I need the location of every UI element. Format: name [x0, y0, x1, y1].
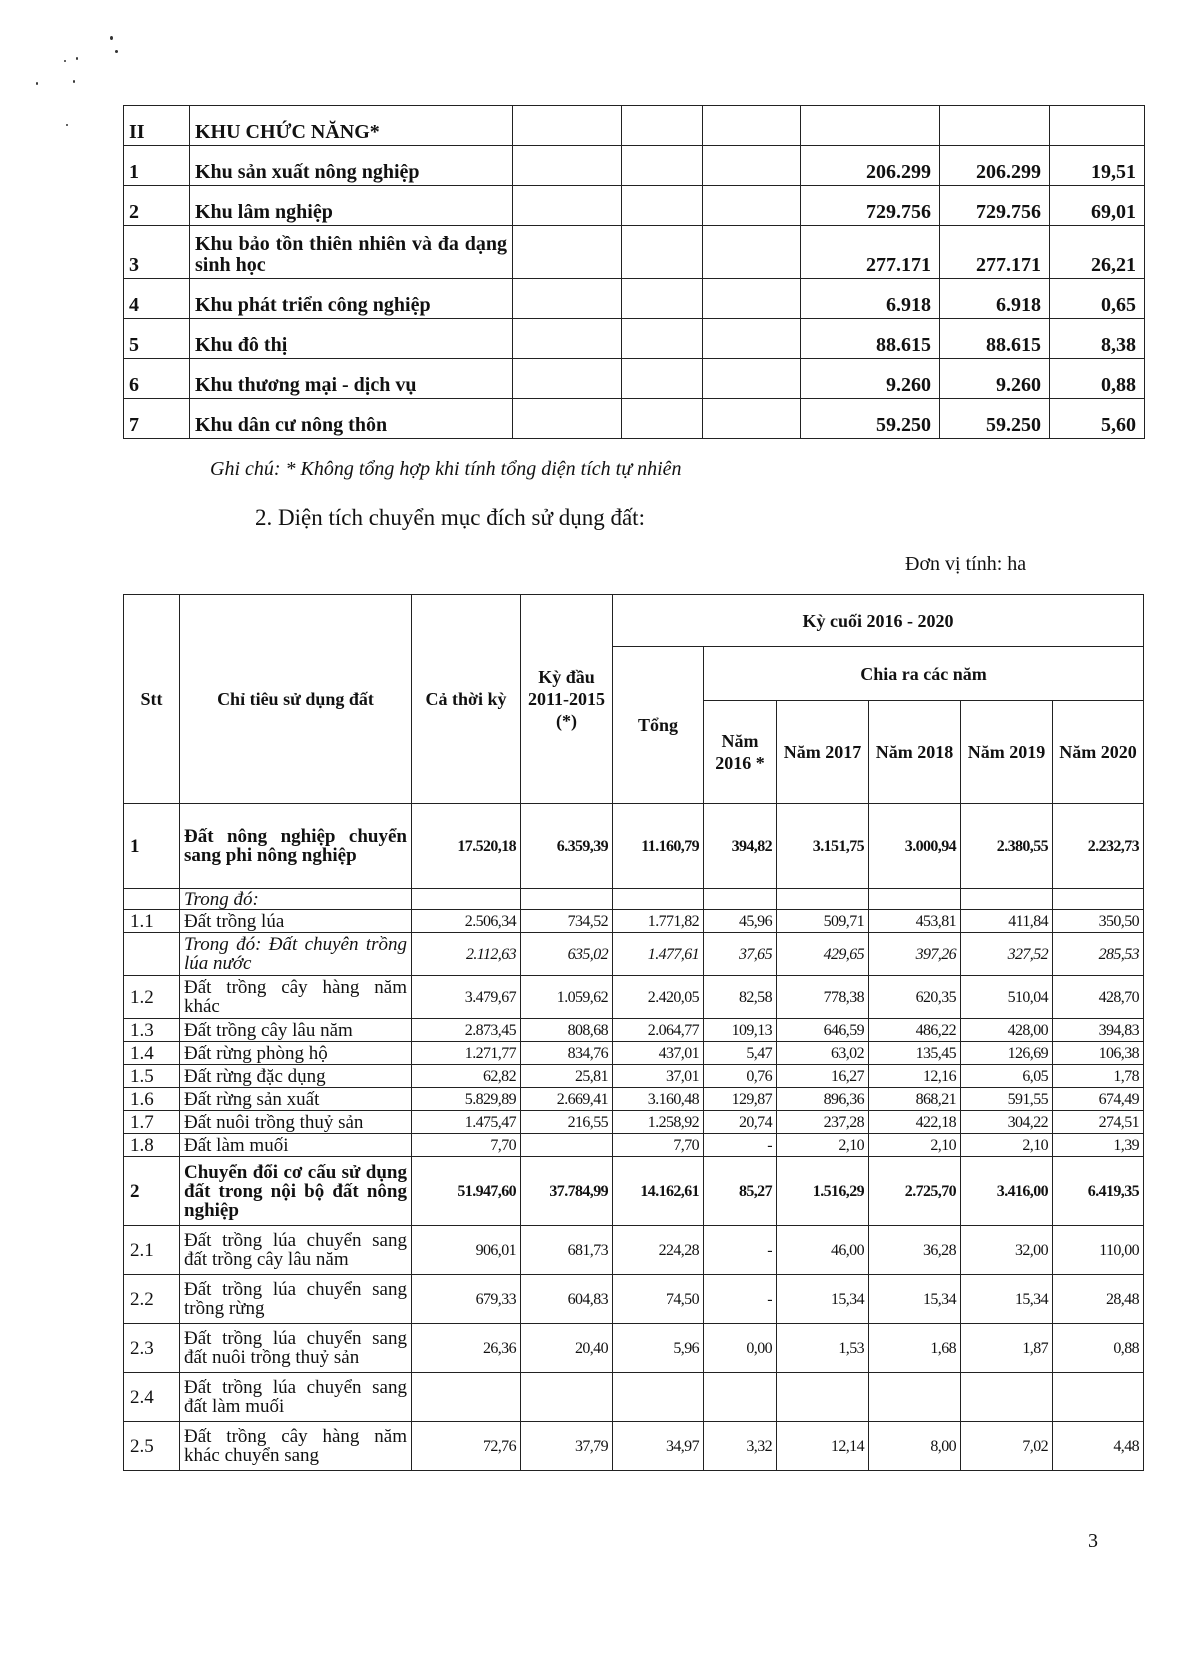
row-value: 6,05 [961, 1065, 1053, 1088]
land-conversion-table [123, 594, 1144, 1471]
row-value: 0,00 [704, 1324, 777, 1373]
row-value: 12,14 [777, 1422, 869, 1471]
row-value: 778,38 [777, 976, 869, 1019]
row-value: 7,70 [613, 1134, 704, 1157]
row-value: 37.784,99 [521, 1157, 613, 1226]
zone-cell-v2 [940, 106, 1050, 146]
header-stt: Stt [124, 595, 180, 804]
row-value [613, 889, 704, 910]
row-value: 2.420,05 [613, 976, 704, 1019]
zone-cell-stt: 7 [124, 399, 190, 439]
row-indicator: Đất làm muối [180, 1134, 412, 1157]
row-value: 72,76 [412, 1422, 521, 1471]
row-value: 2.380,55 [961, 804, 1053, 889]
header-year-2020: Năm 2020 [1053, 701, 1144, 804]
row-value: 604,83 [521, 1275, 613, 1324]
header-indicator: Chỉ tiêu sử dụng đất [180, 595, 412, 804]
row-value: 1,87 [961, 1324, 1053, 1373]
conversion-row [124, 1157, 1144, 1226]
row-value: 3,32 [704, 1422, 777, 1471]
row-value: 510,04 [961, 976, 1053, 1019]
row-value [777, 1373, 869, 1422]
row-value [961, 889, 1053, 910]
row-value: 834,76 [521, 1042, 613, 1065]
row-value: 422,18 [869, 1111, 961, 1134]
zone-cell-name: KHU CHỨC NĂNG* [190, 106, 513, 146]
row-indicator: Đất trồng lúa chuyển sang đất làm muối [180, 1373, 412, 1422]
row-value: 26,36 [412, 1324, 521, 1373]
zone-cell-c3 [703, 106, 801, 146]
zone-cell-c2 [622, 146, 703, 186]
header-total: Tổng [613, 647, 704, 804]
row-value: 1,78 [1053, 1065, 1144, 1088]
row-stt: 1.5 [124, 1065, 180, 1088]
row-value: - [704, 1275, 777, 1324]
zone-cell-pct: 19,51 [1050, 146, 1145, 186]
row-value: 63,02 [777, 1042, 869, 1065]
row-value: 3.160,48 [613, 1088, 704, 1111]
row-value: 15,34 [961, 1275, 1053, 1324]
zone-cell-stt: 4 [124, 279, 190, 319]
header-year-2019: Năm 2019 [961, 701, 1053, 804]
zone-cell-v1: 9.260 [801, 359, 940, 399]
zone-cell-name: Khu lâm nghiệp [190, 186, 513, 226]
row-value: 394,82 [704, 804, 777, 889]
row-value: 1,68 [869, 1324, 961, 1373]
row-value: 1,39 [1053, 1134, 1144, 1157]
zone-row [124, 106, 1145, 146]
row-value: - [704, 1134, 777, 1157]
zone-cell-name: Khu đô thị [190, 319, 513, 359]
scan-artifact [73, 80, 75, 83]
header-year-2018: Năm 2018 [869, 701, 961, 804]
row-stt: 2.1 [124, 1226, 180, 1275]
row-stt: 1.4 [124, 1042, 180, 1065]
row-value: 8,00 [869, 1422, 961, 1471]
row-indicator: Đất nông nghiệp chuyển sang phi nông nghiệp [180, 804, 412, 889]
row-indicator: Đất trồng cây hàng năm khác [180, 976, 412, 1019]
row-value: 28,48 [1053, 1275, 1144, 1324]
row-indicator: Chuyển đổi cơ cấu sử dụng đất trong nội bộ đất nông nghiệp [180, 1157, 412, 1226]
zone-cell-c2 [622, 399, 703, 439]
section-title: 2. Diện tích chuyển mục đích sử dụng đất: [255, 505, 645, 530]
row-value [961, 1373, 1053, 1422]
row-value: 397,26 [869, 933, 961, 976]
zone-cell-v1: 206.299 [801, 146, 940, 186]
row-value [412, 1373, 521, 1422]
row-stt: 1 [124, 804, 180, 889]
row-stt: 1.2 [124, 976, 180, 1019]
zone-cell-v1 [801, 106, 940, 146]
zone-cell-c1 [513, 226, 622, 279]
zone-cell-v2: 729.756 [940, 186, 1050, 226]
row-value: 1.059,62 [521, 976, 613, 1019]
zone-cell-c1 [513, 399, 622, 439]
zone-cell-v1: 59.250 [801, 399, 940, 439]
row-indicator: Trong đó: Đất chuyên trồng lúa nước [180, 933, 412, 976]
row-value: 1.258,92 [613, 1111, 704, 1134]
zone-cell-stt: 3 [124, 226, 190, 279]
unit-label: Đơn vị tính: ha [905, 553, 1027, 575]
zone-row [124, 359, 1145, 399]
row-value: 808,68 [521, 1019, 613, 1042]
row-value: 509,71 [777, 910, 869, 933]
row-value: 36,28 [869, 1226, 961, 1275]
row-value [869, 1373, 961, 1422]
zone-cell-pct: 26,21 [1050, 226, 1145, 279]
zone-cell-name: Khu thương mại - dịch vụ [190, 359, 513, 399]
header-early-period: Kỳ đầu 2011-2015 (*) [521, 595, 613, 804]
row-value [704, 889, 777, 910]
row-value: 285,53 [1053, 933, 1144, 976]
row-indicator: Đất trồng lúa [180, 910, 412, 933]
zone-cell-c1 [513, 359, 622, 399]
row-value: 106,38 [1053, 1042, 1144, 1065]
zone-cell-v2: 88.615 [940, 319, 1050, 359]
conversion-row [124, 1226, 1144, 1275]
row-value: 25,81 [521, 1065, 613, 1088]
scan-artifact [110, 36, 113, 40]
row-value: 4,48 [1053, 1422, 1144, 1471]
row-value: 6.419,35 [1053, 1157, 1144, 1226]
row-indicator: Đất trồng lúa chuyển sang trồng rừng [180, 1275, 412, 1324]
row-value: 394,83 [1053, 1019, 1144, 1042]
row-indicator: Đất trồng lúa chuyển sang đất nuôi trồng thuỷ sản [180, 1324, 412, 1373]
zone-cell-c3 [703, 226, 801, 279]
row-value: 2,10 [961, 1134, 1053, 1157]
row-value: 224,28 [613, 1226, 704, 1275]
row-value: 2.064,77 [613, 1019, 704, 1042]
row-value [613, 1373, 704, 1422]
table-note: Ghi chú: * Không tổng hợp khi tính tổng diện tích tự nhiên [210, 458, 682, 480]
row-value: 429,65 [777, 933, 869, 976]
row-value: 135,45 [869, 1042, 961, 1065]
row-value: 2.232,73 [1053, 804, 1144, 889]
row-indicator: Trong đó: [180, 889, 412, 910]
conversion-row [124, 1324, 1144, 1373]
row-indicator: Đất trồng cây lâu năm [180, 1019, 412, 1042]
row-value: 734,52 [521, 910, 613, 933]
zone-cell-v2: 9.260 [940, 359, 1050, 399]
zone-cell-c1 [513, 186, 622, 226]
row-value: 2,10 [777, 1134, 869, 1157]
row-value: 437,01 [613, 1042, 704, 1065]
zone-cell-c3 [703, 279, 801, 319]
conversion-row [124, 933, 1144, 976]
row-value: 237,28 [777, 1111, 869, 1134]
functional-zones-table [123, 105, 1145, 439]
zone-cell-c1 [513, 279, 622, 319]
row-value: 37,01 [613, 1065, 704, 1088]
header-late-period: Kỳ cuối 2016 - 2020 [613, 595, 1144, 647]
zone-cell-c3 [703, 146, 801, 186]
row-value: 1.477,61 [613, 933, 704, 976]
zone-cell-c2 [622, 186, 703, 226]
zone-cell-c3 [703, 319, 801, 359]
conversion-row [124, 1275, 1144, 1324]
row-indicator: Đất trồng lúa chuyển sang đất trồng cây lâu năm [180, 1226, 412, 1275]
zone-row [124, 146, 1145, 186]
row-value: 109,13 [704, 1019, 777, 1042]
row-value [521, 889, 613, 910]
row-value: 110,00 [1053, 1226, 1144, 1275]
row-value: 5,96 [613, 1324, 704, 1373]
row-value: 12,16 [869, 1065, 961, 1088]
row-value: 411,84 [961, 910, 1053, 933]
row-value: 3.479,67 [412, 976, 521, 1019]
row-value: 7,70 [412, 1134, 521, 1157]
row-value: 896,36 [777, 1088, 869, 1111]
row-value: 46,00 [777, 1226, 869, 1275]
row-stt [124, 889, 180, 910]
row-value: 3.151,75 [777, 804, 869, 889]
row-value: 37,79 [521, 1422, 613, 1471]
row-value: 32,00 [961, 1226, 1053, 1275]
row-stt: 1.8 [124, 1134, 180, 1157]
row-value: 1.516,29 [777, 1157, 869, 1226]
row-stt: 2.3 [124, 1324, 180, 1373]
row-stt: 2.4 [124, 1373, 180, 1422]
zone-cell-pct: 0,88 [1050, 359, 1145, 399]
scan-artifact [64, 60, 66, 62]
scan-artifact [36, 82, 38, 85]
row-value: 62,82 [412, 1065, 521, 1088]
row-value: - [704, 1226, 777, 1275]
zone-cell-v1: 729.756 [801, 186, 940, 226]
row-indicator: Đất rừng sản xuất [180, 1088, 412, 1111]
row-value: 85,27 [704, 1157, 777, 1226]
row-value [777, 889, 869, 910]
scan-artifact [66, 124, 68, 126]
zone-cell-stt: 1 [124, 146, 190, 186]
row-value: 1.771,82 [613, 910, 704, 933]
zone-row [124, 226, 1145, 279]
row-value: 274,51 [1053, 1111, 1144, 1134]
row-stt: 2.2 [124, 1275, 180, 1324]
row-indicator: Đất rừng phòng hộ [180, 1042, 412, 1065]
row-value: 2.506,34 [412, 910, 521, 933]
zone-row [124, 399, 1145, 439]
zone-cell-c1 [513, 106, 622, 146]
zone-cell-v1: 277.171 [801, 226, 940, 279]
row-indicator: Đất rừng đặc dụng [180, 1065, 412, 1088]
header-by-year: Chia ra các năm [704, 647, 1144, 701]
row-value: 74,50 [613, 1275, 704, 1324]
row-value: 82,58 [704, 976, 777, 1019]
row-stt: 2 [124, 1157, 180, 1226]
row-value: 14.162,61 [613, 1157, 704, 1226]
header-year-2017: Năm 2017 [777, 701, 869, 804]
zone-cell-pct: 8,38 [1050, 319, 1145, 359]
row-stt: 1.6 [124, 1088, 180, 1111]
row-value: 16,27 [777, 1065, 869, 1088]
row-value: 1.475,47 [412, 1111, 521, 1134]
conversion-row [124, 804, 1144, 889]
row-value: 2,10 [869, 1134, 961, 1157]
row-value [869, 889, 961, 910]
row-value: 679,33 [412, 1275, 521, 1324]
row-value: 428,00 [961, 1019, 1053, 1042]
row-value: 45,96 [704, 910, 777, 933]
conversion-row [124, 1065, 1144, 1088]
zone-cell-name: Khu dân cư nông thôn [190, 399, 513, 439]
zone-cell-stt: 2 [124, 186, 190, 226]
row-value: 304,22 [961, 1111, 1053, 1134]
row-value: 37,65 [704, 933, 777, 976]
zone-cell-c2 [622, 279, 703, 319]
zone-row [124, 186, 1145, 226]
row-value: 868,21 [869, 1088, 961, 1111]
row-value: 2.112,63 [412, 933, 521, 976]
row-value: 1,53 [777, 1324, 869, 1373]
row-value: 635,02 [521, 933, 613, 976]
zone-cell-c3 [703, 359, 801, 399]
zone-cell-v1: 88.615 [801, 319, 940, 359]
zone-cell-c1 [513, 319, 622, 359]
row-value: 126,69 [961, 1042, 1053, 1065]
header-whole-period: Cả thời kỳ [412, 595, 521, 804]
row-value: 428,70 [1053, 976, 1144, 1019]
page-number: 3 [1088, 1530, 1098, 1552]
row-value: 674,49 [1053, 1088, 1144, 1111]
row-value: 2.873,45 [412, 1019, 521, 1042]
row-value: 6.359,39 [521, 804, 613, 889]
row-value: 350,50 [1053, 910, 1144, 933]
zone-cell-v2: 59.250 [940, 399, 1050, 439]
scan-artifact [115, 50, 118, 53]
header-year-2016: Năm 2016 * [704, 701, 777, 804]
row-value [521, 1134, 613, 1157]
zone-cell-pct: 69,01 [1050, 186, 1145, 226]
conversion-row [124, 889, 1144, 910]
row-value: 646,59 [777, 1019, 869, 1042]
row-value: 1.271,77 [412, 1042, 521, 1065]
zone-cell-name: Khu bảo tồn thiên nhiên và đa dạng sinh học [190, 226, 513, 279]
row-value: 681,73 [521, 1226, 613, 1275]
conversion-row [124, 976, 1144, 1019]
zone-cell-name: Khu sản xuất nông nghiệp [190, 146, 513, 186]
row-stt: 1.3 [124, 1019, 180, 1042]
conversion-row [124, 1111, 1144, 1134]
zone-cell-c3 [703, 186, 801, 226]
conversion-row [124, 1134, 1144, 1157]
conversion-row [124, 1019, 1144, 1042]
zone-cell-pct: 0,65 [1050, 279, 1145, 319]
row-value: 5,47 [704, 1042, 777, 1065]
row-value: 3.000,94 [869, 804, 961, 889]
row-value [1053, 889, 1144, 910]
zone-cell-stt: 6 [124, 359, 190, 399]
zone-cell-name: Khu phát triển công nghiệp [190, 279, 513, 319]
conversion-row [124, 910, 1144, 933]
row-stt: 1.1 [124, 910, 180, 933]
row-value: 34,97 [613, 1422, 704, 1471]
row-value: 453,81 [869, 910, 961, 933]
row-value: 486,22 [869, 1019, 961, 1042]
zone-cell-stt: II [124, 106, 190, 146]
row-value: 20,40 [521, 1324, 613, 1373]
row-value [521, 1373, 613, 1422]
row-value: 0,76 [704, 1065, 777, 1088]
row-value: 51.947,60 [412, 1157, 521, 1226]
zone-cell-stt: 5 [124, 319, 190, 359]
conversion-row [124, 1088, 1144, 1111]
row-value [704, 1373, 777, 1422]
zone-row [124, 319, 1145, 359]
zone-cell-c2 [622, 106, 703, 146]
row-value: 5.829,89 [412, 1088, 521, 1111]
zone-cell-pct: 5,60 [1050, 399, 1145, 439]
row-value: 2.669,41 [521, 1088, 613, 1111]
row-stt [124, 933, 180, 976]
row-value: 15,34 [777, 1275, 869, 1324]
zone-cell-v1: 6.918 [801, 279, 940, 319]
zone-row [124, 279, 1145, 319]
conversion-row [124, 1042, 1144, 1065]
row-value: 129,87 [704, 1088, 777, 1111]
zone-cell-c2 [622, 319, 703, 359]
row-value: 20,74 [704, 1111, 777, 1134]
row-value: 7,02 [961, 1422, 1053, 1471]
zone-cell-v2: 6.918 [940, 279, 1050, 319]
row-value [1053, 1373, 1144, 1422]
row-value [412, 889, 521, 910]
row-stt: 2.5 [124, 1422, 180, 1471]
row-value: 0,88 [1053, 1324, 1144, 1373]
row-indicator: Đất trồng cây hàng năm khác chuyển sang [180, 1422, 412, 1471]
row-value: 906,01 [412, 1226, 521, 1275]
row-value: 11.160,79 [613, 804, 704, 889]
row-value: 17.520,18 [412, 804, 521, 889]
row-value: 3.416,00 [961, 1157, 1053, 1226]
conversion-row [124, 1373, 1144, 1422]
zone-cell-c3 [703, 399, 801, 439]
zone-cell-c1 [513, 146, 622, 186]
zone-cell-v2: 277.171 [940, 226, 1050, 279]
scan-artifact [76, 57, 78, 60]
row-value: 327,52 [961, 933, 1053, 976]
row-value: 15,34 [869, 1275, 961, 1324]
zone-cell-c2 [622, 359, 703, 399]
row-value: 591,55 [961, 1088, 1053, 1111]
zone-cell-pct [1050, 106, 1145, 146]
row-value: 216,55 [521, 1111, 613, 1134]
row-indicator: Đất nuôi trồng thuỷ sản [180, 1111, 412, 1134]
conversion-row [124, 1422, 1144, 1471]
zone-cell-c2 [622, 226, 703, 279]
row-value: 620,35 [869, 976, 961, 1019]
row-value: 2.725,70 [869, 1157, 961, 1226]
row-stt: 1.7 [124, 1111, 180, 1134]
zone-cell-v2: 206.299 [940, 146, 1050, 186]
